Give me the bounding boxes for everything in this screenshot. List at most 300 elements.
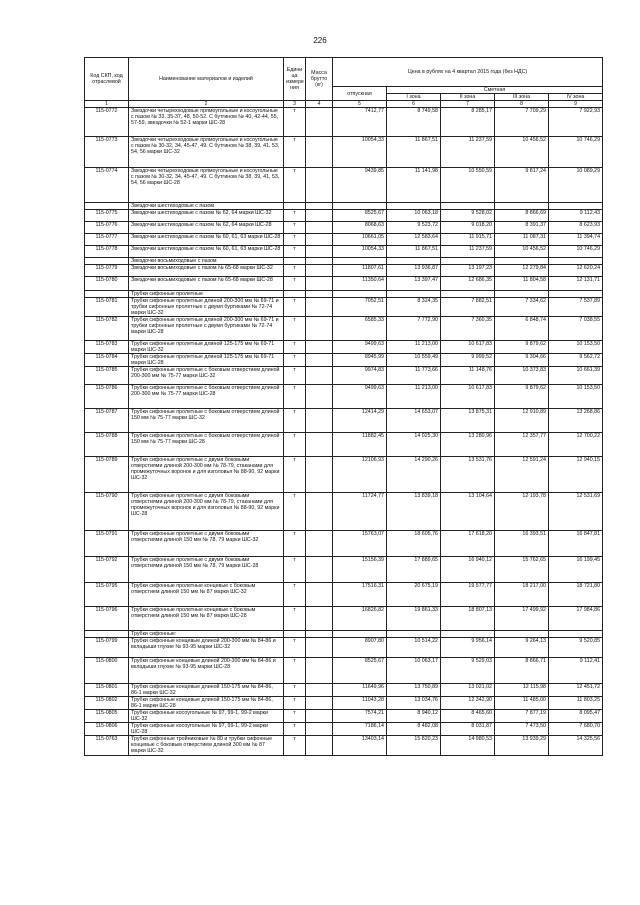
row-name: Трубки сифонные концевые длиной 200-300 мм № 84-86 и вкладыши глухие № 93-95 марки ШС-28 <box>129 658 284 684</box>
row-code: 115-0801 <box>85 684 129 697</box>
row-mass <box>306 409 333 433</box>
row-name: Звездочки шестиходовые с пазом № 60, 61, 63 марки ШС-28 <box>129 246 284 258</box>
row-name: Трубки сифонные тройниковые № 80 и трубки сифонные концевые с боковым отверстием длиной 300 мм № 87 марки ШС-32 <box>129 736 284 756</box>
row-zone-4-price: 12 620,24 <box>549 265 603 277</box>
row-zone-3-price: 10 373,83 <box>495 367 549 385</box>
row-zone-4-price: 7 537,89 <box>549 298 603 317</box>
row-code: 115-0777 <box>85 234 129 246</box>
empty-cell <box>387 291 441 298</box>
row-mass <box>306 222 333 234</box>
row-zone-1-price: 19 861,33 <box>387 607 441 631</box>
row-mass <box>306 277 333 291</box>
row-unit: т <box>284 583 306 607</box>
row-unit: т <box>284 433 306 457</box>
row-name: Трубки сифонные пролетные концевые с боковым отверстием длиной 150 мм № 87 марки ШС-32 <box>129 583 284 607</box>
empty-cell <box>333 203 387 210</box>
row-release-price: 7412,77 <box>333 108 387 137</box>
row-zone-3-price: 9 304,66 <box>495 354 549 367</box>
row-release-price: 8945,99 <box>333 354 387 367</box>
empty-cell <box>549 258 603 265</box>
row-zone-3-price: 11 485,00 <box>495 697 549 710</box>
row-zone-3-price: 8 866,69 <box>495 210 549 222</box>
table-row <box>85 341 603 354</box>
row-name: Звездочки четырехходовые прямоугольные и косоугольные с пазом № 30-32, 34, 45-47, 49. С бутгином № 38, 39, 41, 53, 54, 56 марки ШС-32 <box>129 137 284 168</box>
section-title: Звездочки восьмиходовые с пазом <box>129 258 284 265</box>
row-zone-2-price: 10 550,59 <box>441 168 495 203</box>
column-index-cell: 6 <box>387 101 441 108</box>
column-index-cell: 9 <box>549 101 603 108</box>
row-mass <box>306 317 333 341</box>
column-index-cell: 1 <box>85 101 129 108</box>
row-release-price: 11807,61 <box>333 265 387 277</box>
row-mass <box>306 557 333 583</box>
row-code: 115-0763 <box>85 736 129 756</box>
column-index-cell: 8 <box>495 101 549 108</box>
row-code: 115-0791 <box>85 531 129 557</box>
row-zone-3-price: 7 709,29 <box>495 108 549 137</box>
row-zone-1-price: 10 063,17 <box>387 658 441 684</box>
header-zone-1: I зона <box>387 94 441 101</box>
row-zone-3-price: 10 456,52 <box>495 246 549 258</box>
row-code: 115-0786 <box>85 385 129 409</box>
header-unit: Едини ца измере ния <box>284 58 306 101</box>
row-zone-1-price: 10 514,22 <box>387 638 441 658</box>
row-unit: т <box>284 684 306 697</box>
row-zone-4-price: 9 112,43 <box>549 210 603 222</box>
row-mass <box>306 234 333 246</box>
row-name: Трубки сифонные пролетные длиной 125-175 мм № 69-71 марки ШС-28 <box>129 354 284 367</box>
row-zone-3-price: 7 334,62 <box>495 298 549 317</box>
empty-cell <box>495 631 549 638</box>
empty-cell <box>306 203 333 210</box>
row-zone-4-price: 17 984,86 <box>549 607 603 631</box>
row-zone-1-price: 8 482,08 <box>387 723 441 736</box>
row-code: 115-0799 <box>85 638 129 658</box>
table-body <box>85 108 603 756</box>
row-release-price: 12414,29 <box>333 409 387 433</box>
empty-cell <box>306 291 333 298</box>
row-zone-4-price: 7 680,70 <box>549 723 603 736</box>
row-zone-4-price: 10 153,50 <box>549 341 603 354</box>
row-code: 115-0782 <box>85 317 129 341</box>
row-code: 115-0775 <box>85 210 129 222</box>
row-code: 115-0772 <box>85 108 129 137</box>
row-zone-1-price: 14 653,07 <box>387 409 441 433</box>
row-zone-1-price: 11 773,66 <box>387 367 441 385</box>
row-release-price: 8907,80 <box>333 638 387 658</box>
table-row <box>85 607 603 631</box>
column-index-cell: 4 <box>306 101 333 108</box>
row-unit: т <box>284 210 306 222</box>
column-index-cell: 7 <box>441 101 495 108</box>
row-zone-3-price: 12 591,24 <box>495 457 549 493</box>
row-release-price: 15763,07 <box>333 531 387 557</box>
row-release-price: 11649,96 <box>333 684 387 697</box>
row-zone-3-price: 9 264,13 <box>495 638 549 658</box>
row-mass <box>306 385 333 409</box>
row-unit: т <box>284 367 306 385</box>
price-table <box>84 57 603 756</box>
row-release-price: 8525,67 <box>333 658 387 684</box>
empty-cell <box>333 291 387 298</box>
row-zone-1-price: 10 063,18 <box>387 210 441 222</box>
row-zone-4-price: 12 531,69 <box>549 493 603 531</box>
row-release-price: 9974,83 <box>333 367 387 385</box>
row-release-price: 6585,33 <box>333 317 387 341</box>
row-release-price: 13403,14 <box>333 736 387 756</box>
header-mass: Масса брутто (кг) <box>306 58 333 101</box>
row-unit: т <box>284 710 306 723</box>
row-release-price: 12106,93 <box>333 457 387 493</box>
row-zone-3-price: 6 848,74 <box>495 317 549 341</box>
row-zone-4-price: 10 153,50 <box>549 385 603 409</box>
row-zone-4-price: 11 803,25 <box>549 697 603 710</box>
section-title: Трубки сифонные: <box>129 631 284 638</box>
row-unit: т <box>284 531 306 557</box>
row-unit: т <box>284 409 306 433</box>
row-unit: т <box>284 168 306 203</box>
table-row <box>85 710 603 723</box>
row-zone-3-price: 12 115,98 <box>495 684 549 697</box>
row-name: Трубки сифонные пролетные длиной 200-300 мм № 69-71 и трубки сифонные пролетные с двумя буртиками № 72-74 марки ШС-32 <box>129 298 284 317</box>
table-row <box>85 234 603 246</box>
row-name: Звездочки восьмиходовые с пазом № 65-68 марки ШС-32 <box>129 265 284 277</box>
row-release-price: 9439,85 <box>333 168 387 203</box>
row-zone-1-price: 18 605,76 <box>387 531 441 557</box>
row-code: 115-0790 <box>85 493 129 531</box>
row-unit: т <box>284 265 306 277</box>
row-mass <box>306 697 333 710</box>
row-mass <box>306 710 333 723</box>
row-zone-3-price: 12 357,77 <box>495 433 549 457</box>
empty-cell <box>495 291 549 298</box>
row-code: 115-0802 <box>85 697 129 710</box>
row-name: Трубки сифонные пролетные с двумя боковыми отверстиями длиной 200-300 мм № 78-79, стаканами для промежуточных воронок и для изголовья № 88-90, 92 марки ШС-28 <box>129 493 284 531</box>
row-zone-4-price: 9 112,41 <box>549 658 603 684</box>
row-zone-4-price: 7 038,55 <box>549 317 603 341</box>
row-zone-1-price: 8 749,58 <box>387 108 441 137</box>
row-zone-2-price: 9 018,20 <box>441 222 495 234</box>
row-name: Трубки сифонные пролетные длиной 200-300 мм № 69-71 и трубки сифонные пролетные с двумя буртиками № 72-74 марки ШС-28 <box>129 317 284 341</box>
header-code: Код СКП, код отраслевой <box>85 58 129 101</box>
row-zone-4-price: 16 199,45 <box>549 557 603 583</box>
row-release-price: 7052,51 <box>333 298 387 317</box>
row-name: Трубки сифонные пролетные с двумя боковыми отверстиями длиной 150 мм № 78, 79 марки ШС-28 <box>129 557 284 583</box>
row-release-price: 11882,45 <box>333 433 387 457</box>
row-zone-2-price: 9 529,03 <box>441 658 495 684</box>
section-row <box>85 291 603 298</box>
table-row <box>85 409 603 433</box>
row-zone-4-price: 8 623,93 <box>549 222 603 234</box>
row-zone-3-price: 17 499,92 <box>495 607 549 631</box>
row-zone-1-price: 11 213,00 <box>387 385 441 409</box>
row-mass <box>306 658 333 684</box>
empty-cell <box>441 631 495 638</box>
row-zone-1-price: 8 324,35 <box>387 298 441 317</box>
row-release-price: 11724,77 <box>333 493 387 531</box>
row-release-price: 11350,64 <box>333 277 387 291</box>
row-zone-2-price: 11 237,59 <box>441 137 495 168</box>
row-zone-4-price: 12 940,15 <box>549 457 603 493</box>
row-zone-4-price: 12 131,71 <box>549 277 603 291</box>
row-zone-1-price: 14 290,26 <box>387 457 441 493</box>
row-zone-1-price: 9 523,72 <box>387 222 441 234</box>
row-mass <box>306 583 333 607</box>
empty-cell <box>333 258 387 265</box>
row-release-price: 7574,21 <box>333 710 387 723</box>
row-mass <box>306 607 333 631</box>
row-zone-1-price: 20 675,19 <box>387 583 441 607</box>
row-zone-3-price: 11 087,31 <box>495 234 549 246</box>
row-zone-1-price: 15 820,23 <box>387 736 441 756</box>
table-row <box>85 457 603 493</box>
empty-cell <box>387 631 441 638</box>
column-index-cell: 2 <box>129 101 284 108</box>
row-zone-3-price: 18 217,00 <box>495 583 549 607</box>
row-mass <box>306 298 333 317</box>
row-zone-1-price: 13 839,18 <box>387 493 441 531</box>
table-row <box>85 222 603 234</box>
section-row <box>85 631 603 638</box>
row-zone-4-price: 9 520,85 <box>549 638 603 658</box>
row-release-price: 17516,31 <box>333 583 387 607</box>
row-unit: т <box>284 385 306 409</box>
row-name: Трубки сифонные косоугольные № 97, 99-1, 99-2 марки ШС-32 <box>129 710 284 723</box>
row-name: Звездочки шестиходовые с пазом № 60, 61, 63 марки ШС-28 <box>129 234 284 246</box>
row-zone-1-price: 11 867,51 <box>387 137 441 168</box>
row-mass <box>306 736 333 756</box>
empty-cell <box>441 203 495 210</box>
row-zone-3-price: 12 910,89 <box>495 409 549 433</box>
row-mass <box>306 367 333 385</box>
row-code: 115-0788 <box>85 433 129 457</box>
row-code: 115-0787 <box>85 409 129 433</box>
row-zone-1-price: 14 025,30 <box>387 433 441 457</box>
table-row <box>85 354 603 367</box>
row-mass <box>306 684 333 697</box>
row-code: 115-0776 <box>85 222 129 234</box>
table-row <box>85 108 603 137</box>
empty-cell <box>441 291 495 298</box>
row-zone-2-price: 11 915,71 <box>441 234 495 246</box>
row-zone-1-price: 11 867,51 <box>387 246 441 258</box>
row-zone-1-price: 13 936,87 <box>387 265 441 277</box>
empty-cell <box>85 258 129 265</box>
row-zone-4-price: 16 847,81 <box>549 531 603 557</box>
section-row <box>85 258 603 265</box>
empty-cell <box>85 203 129 210</box>
table-row <box>85 723 603 736</box>
row-code: 115-0785 <box>85 367 129 385</box>
row-zone-1-price: 11 141,98 <box>387 168 441 203</box>
row-mass <box>306 108 333 137</box>
row-unit: т <box>284 234 306 246</box>
row-zone-2-price: 17 618,20 <box>441 531 495 557</box>
empty-cell <box>495 258 549 265</box>
header-zone-4: IV зона <box>549 94 603 101</box>
table-row <box>85 385 603 409</box>
row-zone-2-price: 18 807,13 <box>441 607 495 631</box>
row-name: Трубки сифонные пролетные с двумя боковыми отверстиями длиной 200-300 мм № 78-79, стаканами для промежуточных воронок и для изголовья № 88-90, 92 марки ШС-32 <box>129 457 284 493</box>
table-row <box>85 433 603 457</box>
row-zone-2-price: 9 999,52 <box>441 354 495 367</box>
row-release-price: 9499,63 <box>333 341 387 354</box>
row-unit: т <box>284 557 306 583</box>
row-unit: т <box>284 246 306 258</box>
empty-cell <box>549 203 603 210</box>
row-unit: т <box>284 723 306 736</box>
row-code: 115-0792 <box>85 557 129 583</box>
row-zone-4-price: 7 922,93 <box>549 108 603 137</box>
empty-cell <box>387 258 441 265</box>
row-unit: т <box>284 222 306 234</box>
row-unit: т <box>284 354 306 367</box>
row-zone-2-price: 19 577,77 <box>441 583 495 607</box>
row-release-price: 10054,33 <box>333 246 387 258</box>
table-row <box>85 658 603 684</box>
row-zone-1-price: 11 213,00 <box>387 341 441 354</box>
section-title: Трубки сифонные пролетные <box>129 291 284 298</box>
row-zone-1-price: 7 772,90 <box>387 317 441 341</box>
row-zone-2-price: 8 285,17 <box>441 108 495 137</box>
row-unit: т <box>284 658 306 684</box>
row-unit: т <box>284 697 306 710</box>
row-code: 115-0780 <box>85 277 129 291</box>
empty-cell <box>306 258 333 265</box>
row-release-price: 11043,28 <box>333 697 387 710</box>
row-unit: т <box>284 638 306 658</box>
row-zone-4-price: 10 089,29 <box>549 168 603 203</box>
row-code: 115-0774 <box>85 168 129 203</box>
row-zone-3-price: 16 393,51 <box>495 531 549 557</box>
row-zone-4-price: 12 700,22 <box>549 433 603 457</box>
row-release-price: 10661,05 <box>333 234 387 246</box>
row-name: Трубки сифонные концевые длиной 200-300 мм № 84-86 и вкладыши глухие № 93-95 марки ШС-32 <box>129 638 284 658</box>
row-zone-1-price: 10 559,49 <box>387 354 441 367</box>
header-zone-2: II зона <box>441 94 495 101</box>
row-name: Звездочки восьмиходовые с пазом № 65-68 марки ШС-28 <box>129 277 284 291</box>
row-mass <box>306 531 333 557</box>
row-code: 115-0783 <box>85 341 129 354</box>
row-name: Звездочки четырехходовые прямоугольные и косоугольные с пазом № 33, 35-37, 48, 50-52. С бутгином № 40, 42-44, 55, 57-59, звездочки № 52-1 марки ШС-28 <box>129 108 284 137</box>
table-row <box>85 736 603 756</box>
table-row <box>85 317 603 341</box>
row-code: 115-0795 <box>85 583 129 607</box>
empty-cell <box>495 203 549 210</box>
row-mass <box>306 168 333 203</box>
row-release-price: 9499,63 <box>333 385 387 409</box>
row-zone-2-price: 11 148,76 <box>441 367 495 385</box>
row-zone-3-price: 13 939,29 <box>495 736 549 756</box>
table-row <box>85 298 603 317</box>
row-mass <box>306 246 333 258</box>
row-zone-3-price: 9 879,62 <box>495 385 549 409</box>
row-zone-2-price: 12 342,90 <box>441 697 495 710</box>
row-zone-4-price: 8 095,47 <box>549 710 603 723</box>
row-zone-2-price: 9 528,02 <box>441 210 495 222</box>
row-mass <box>306 210 333 222</box>
row-zone-4-price: 10 661,39 <box>549 367 603 385</box>
row-zone-3-price: 7 473,50 <box>495 723 549 736</box>
row-code: 115-0805 <box>85 710 129 723</box>
row-zone-3-price: 9 817,24 <box>495 168 549 203</box>
row-zone-1-price: 8 940,12 <box>387 710 441 723</box>
row-code: 115-0789 <box>85 457 129 493</box>
row-mass <box>306 137 333 168</box>
column-index-cell: 5 <box>333 101 387 108</box>
row-zone-2-price: 10 617,83 <box>441 385 495 409</box>
empty-cell <box>85 291 129 298</box>
row-zone-2-price: 13 531,76 <box>441 457 495 493</box>
row-release-price: 16826,82 <box>333 607 387 631</box>
table-row <box>85 557 603 583</box>
row-name: Звездочки четырехходовые прямоугольные и косоугольные с пазом № 30-32, 34, 45-47, 49. С бутгином № 38, 39, 41, 53, 54, 56 марки ШС-28 <box>129 168 284 203</box>
row-mass <box>306 433 333 457</box>
row-mass <box>306 457 333 493</box>
row-release-price: 7186,14 <box>333 723 387 736</box>
empty-cell <box>284 203 306 210</box>
row-zone-3-price: 12 193,78 <box>495 493 549 531</box>
row-code: 115-0773 <box>85 137 129 168</box>
table-row <box>85 137 603 168</box>
row-name: Трубки сифонные концевые длиной 150-175 мм № 84-86, 86-1 марки ШС-28 <box>129 697 284 710</box>
row-zone-2-price: 16 940,12 <box>441 557 495 583</box>
row-name: Звездочки шестиходовые с пазом № 62, 64 марки ШС-32 <box>129 210 284 222</box>
row-mass <box>306 354 333 367</box>
row-name: Трубки сифонные пролетные длиной 125-175 мм № 69-71 марки ШС-32 <box>129 341 284 354</box>
header-release: отпускная <box>333 87 387 101</box>
empty-cell <box>387 203 441 210</box>
row-name: Трубки сифонные пролетные концевые с боковым отверстием длиной 150 мм № 87 марки ШС-28 <box>129 607 284 631</box>
row-zone-2-price: 13 197,23 <box>441 265 495 277</box>
row-unit: т <box>284 493 306 531</box>
row-unit: т <box>284 341 306 354</box>
row-unit: т <box>284 607 306 631</box>
row-unit: т <box>284 277 306 291</box>
row-unit: т <box>284 108 306 137</box>
row-mass <box>306 265 333 277</box>
row-code: 115-0784 <box>85 354 129 367</box>
empty-cell <box>284 291 306 298</box>
row-zone-3-price: 7 877,19 <box>495 710 549 723</box>
row-mass <box>306 493 333 531</box>
row-code: 115-0779 <box>85 265 129 277</box>
row-name: Трубки сифонные концевые длиной 150-175 мм № 84-86, 86-1 марки ШС-32 <box>129 684 284 697</box>
row-zone-1-price: 13 750,89 <box>387 684 441 697</box>
section-row <box>85 203 603 210</box>
row-name: Трубки сифонные пролетные с боковым отверстием длиной 150 мм № 75-77 марки ШС-32 <box>129 409 284 433</box>
row-code: 115-0796 <box>85 607 129 631</box>
table-row <box>85 697 603 710</box>
page-number: 226 <box>313 36 327 45</box>
empty-cell <box>85 631 129 638</box>
empty-cell <box>284 258 306 265</box>
header-name: Наименование материалов и изделий <box>129 58 284 101</box>
row-zone-1-price: 12 583,64 <box>387 234 441 246</box>
table-row <box>85 210 603 222</box>
row-zone-3-price: 12 279,84 <box>495 265 549 277</box>
row-zone-4-price: 18 721,80 <box>549 583 603 607</box>
row-zone-2-price: 9 956,14 <box>441 638 495 658</box>
row-code: 115-0781 <box>85 298 129 317</box>
row-zone-2-price: 13 875,31 <box>441 409 495 433</box>
row-zone-3-price: 8 866,71 <box>495 658 549 684</box>
row-zone-2-price: 7 360,35 <box>441 317 495 341</box>
row-name: Трубки сифонные пролетные с боковым отверстием длиной 150 мм № 75-77 марки ШС-28 <box>129 433 284 457</box>
table-row <box>85 684 603 697</box>
row-name: Трубки сифонные косоугольные № 97, 99-1, 99-2 марки ШС-28 <box>129 723 284 736</box>
row-release-price: 15156,39 <box>333 557 387 583</box>
